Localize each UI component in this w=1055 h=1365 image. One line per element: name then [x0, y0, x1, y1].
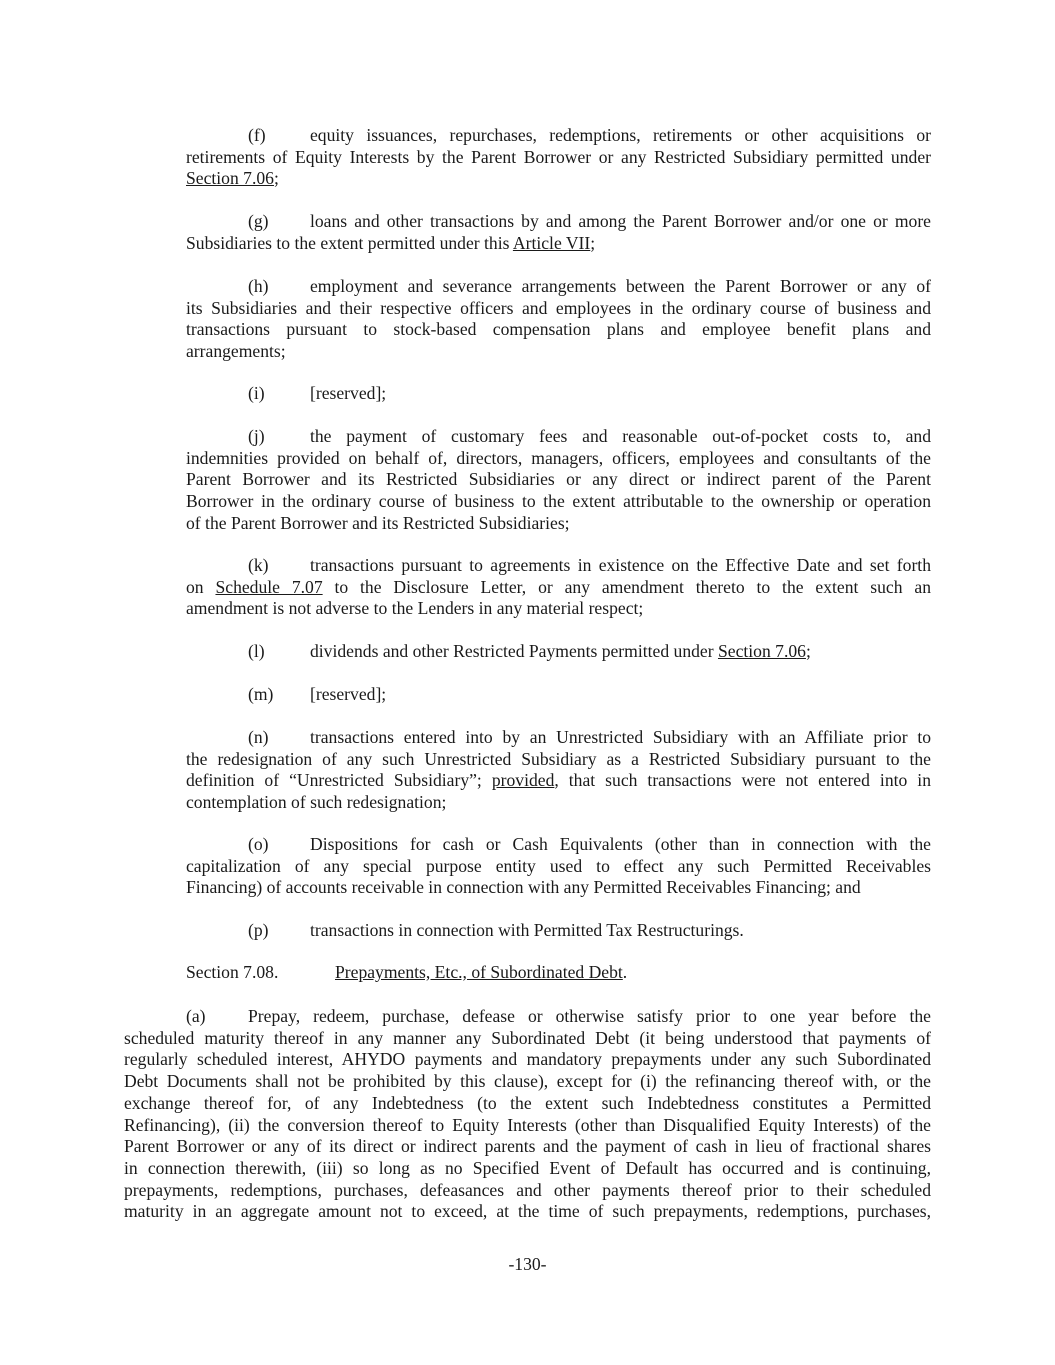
clause-label: (g) [248, 211, 269, 231]
clause-text: its Subsidiaries and their respective officers and employees in the ordinary course of business and [186, 297, 931, 318]
punctuation: ; [805, 641, 811, 661]
clause-text: Borrower in the ordinary course of business to the extent attributable to the ownership or operation [186, 491, 931, 512]
clause-text: dividends and other Restricted Payments permitted under [310, 641, 718, 661]
clause-i [186, 383, 931, 405]
clause-label: (h) [248, 276, 269, 296]
clause-label: (l) [248, 641, 265, 661]
provided-term: provided [491, 770, 555, 791]
clause-m [186, 684, 931, 706]
clause-p [186, 920, 931, 942]
clause-k [186, 555, 931, 620]
clause-text: in connection therewith, (iii) so long as no Specified Event of Default has occurred and is continuing, [124, 1157, 931, 1178]
clause-label: (a) [186, 1006, 206, 1026]
clause-text: Dispositions for cash or Cash Equivalents (other than in connection with the [310, 834, 931, 854]
clause-text: definition of “Unrestricted Subsidiary”; [186, 770, 492, 791]
clause-text: the redesignation of any such Unrestricted Subsidiary as a Restricted Subsidiary pursuant to the [186, 748, 931, 769]
clause-text: transactions pursuant to agreements in existence on the Effective Date and set forth [310, 555, 931, 575]
clause-text: prepayments, redemptions, purchases, defeasances and other payments thereof prior to their scheduled [124, 1179, 931, 1200]
section-reference-link[interactable]: Section 7.06 [186, 168, 274, 189]
section-number: Section 7.08. [186, 962, 279, 982]
clause-text: indemnities provided on behalf of, directors, managers, officers, employees and consultants of the [186, 447, 931, 468]
clause-label: (m) [248, 684, 274, 704]
clause-text: transactions pursuant to stock-based compensation plans and employee benefit plans and [186, 319, 931, 340]
clause-text: the payment of customary fees and reasonable out-of-pocket costs to, and [310, 426, 931, 446]
clause-j [186, 426, 931, 535]
clause-label: (o) [248, 834, 269, 854]
punctuation: ; [590, 232, 596, 253]
clause-text: equity issuances, repurchases, redemptions, retirements or other acquisitions or [310, 125, 931, 145]
clause-text: maturity in an aggregate amount not to exceed, at the time of such prepayments, redemptions, purchases, [124, 1201, 931, 1222]
clause-text: exchange thereof for, of any Indebtedness (to the extent such Indebtedness constitutes a Permitted [124, 1092, 931, 1113]
schedule-reference-link[interactable]: Schedule 7.07 [215, 576, 323, 597]
clause-n [186, 727, 931, 814]
clause-text: [reserved]; [310, 383, 387, 403]
clause-text: , that such transactions were not entered into in [554, 770, 931, 791]
clause-label: (j) [248, 426, 265, 446]
clause-text: Debt Documents shall not be prohibited by this clause), except for (i) the refinancing thereof with, or the [124, 1071, 931, 1092]
section-heading [186, 962, 627, 984]
clause-label: (i) [248, 383, 265, 403]
clause-g [186, 211, 931, 254]
clause-text: on [186, 576, 216, 597]
clause-label: (n) [248, 727, 269, 747]
clause-label: (f) [248, 125, 266, 145]
clause-text: loans and other transactions by and among the Parent Borrower and/or one or more [310, 211, 931, 231]
clause-text: employment and severance arrangements between the Parent Borrower or any of [310, 276, 931, 296]
clause-text: Financing) of accounts receivable in connection with any Permitted Receivables Financing; and [186, 877, 861, 898]
clause-f [186, 125, 931, 190]
clause-text: regularly scheduled interest, AHYDO payments and mandatory prepayments under any such Subordinated [124, 1049, 931, 1070]
clause-text: Prepay, redeem, purchase, defease or otherwise satisfy prior to one year before the [248, 1006, 931, 1026]
clause-o [186, 834, 931, 899]
clause-text: capitalization of any special purpose entity used to effect any such Permitted Receivables [186, 855, 931, 876]
clause-text: Refinancing), (ii) the conversion thereof to Equity Interests (other than Disqualified Equity Interests) of the [124, 1114, 931, 1135]
punctuation: ; [273, 168, 279, 189]
clause-text: retirements of Equity Interests by the Parent Borrower or any Restricted Subsidiary permitted under [186, 146, 931, 167]
clause-text: Subsidiaries to the extent permitted under this [186, 232, 513, 253]
clause-text: Parent Borrower and its Restricted Subsidiaries or any direct or indirect parent of the Parent [186, 469, 931, 490]
clause-l [186, 641, 931, 663]
punctuation: . [622, 962, 628, 982]
clause-text: [reserved]; [310, 684, 387, 704]
section-clause-a [124, 1006, 931, 1223]
clause-label: (k) [248, 555, 269, 575]
clause-text: amendment is not adverse to the Lenders in any material respect; [186, 598, 644, 619]
clause-text: Parent Borrower or any of its direct or indirect parents and the payment of cash in lieu of fractional shares [124, 1136, 931, 1157]
clause-h [186, 276, 931, 363]
clause-label: (p) [248, 920, 269, 940]
clause-text: transactions entered into by an Unrestricted Subsidiary with an Affiliate prior to [310, 727, 931, 747]
clause-text: of the Parent Borrower and its Restricted Subsidiaries; [186, 512, 570, 533]
clause-text: to the Disclosure Letter, or any amendment thereto to the extent such an [322, 576, 931, 597]
clause-text: arrangements; [186, 341, 286, 362]
clause-text: scheduled maturity thereof in any manner any Subordinated Debt (it being understood that payments of [124, 1027, 931, 1048]
section-title: Prepayments, Etc., of Subordinated Debt [335, 962, 623, 982]
section-reference-link[interactable]: Section 7.06 [717, 641, 806, 661]
page-number: -130- [508, 1254, 547, 1274]
clause-text: transactions in connection with Permitted Tax Restructurings. [310, 920, 744, 940]
clause-text: contemplation of such redesignation; [186, 792, 447, 813]
article-reference-link[interactable]: Article VII [512, 232, 591, 253]
